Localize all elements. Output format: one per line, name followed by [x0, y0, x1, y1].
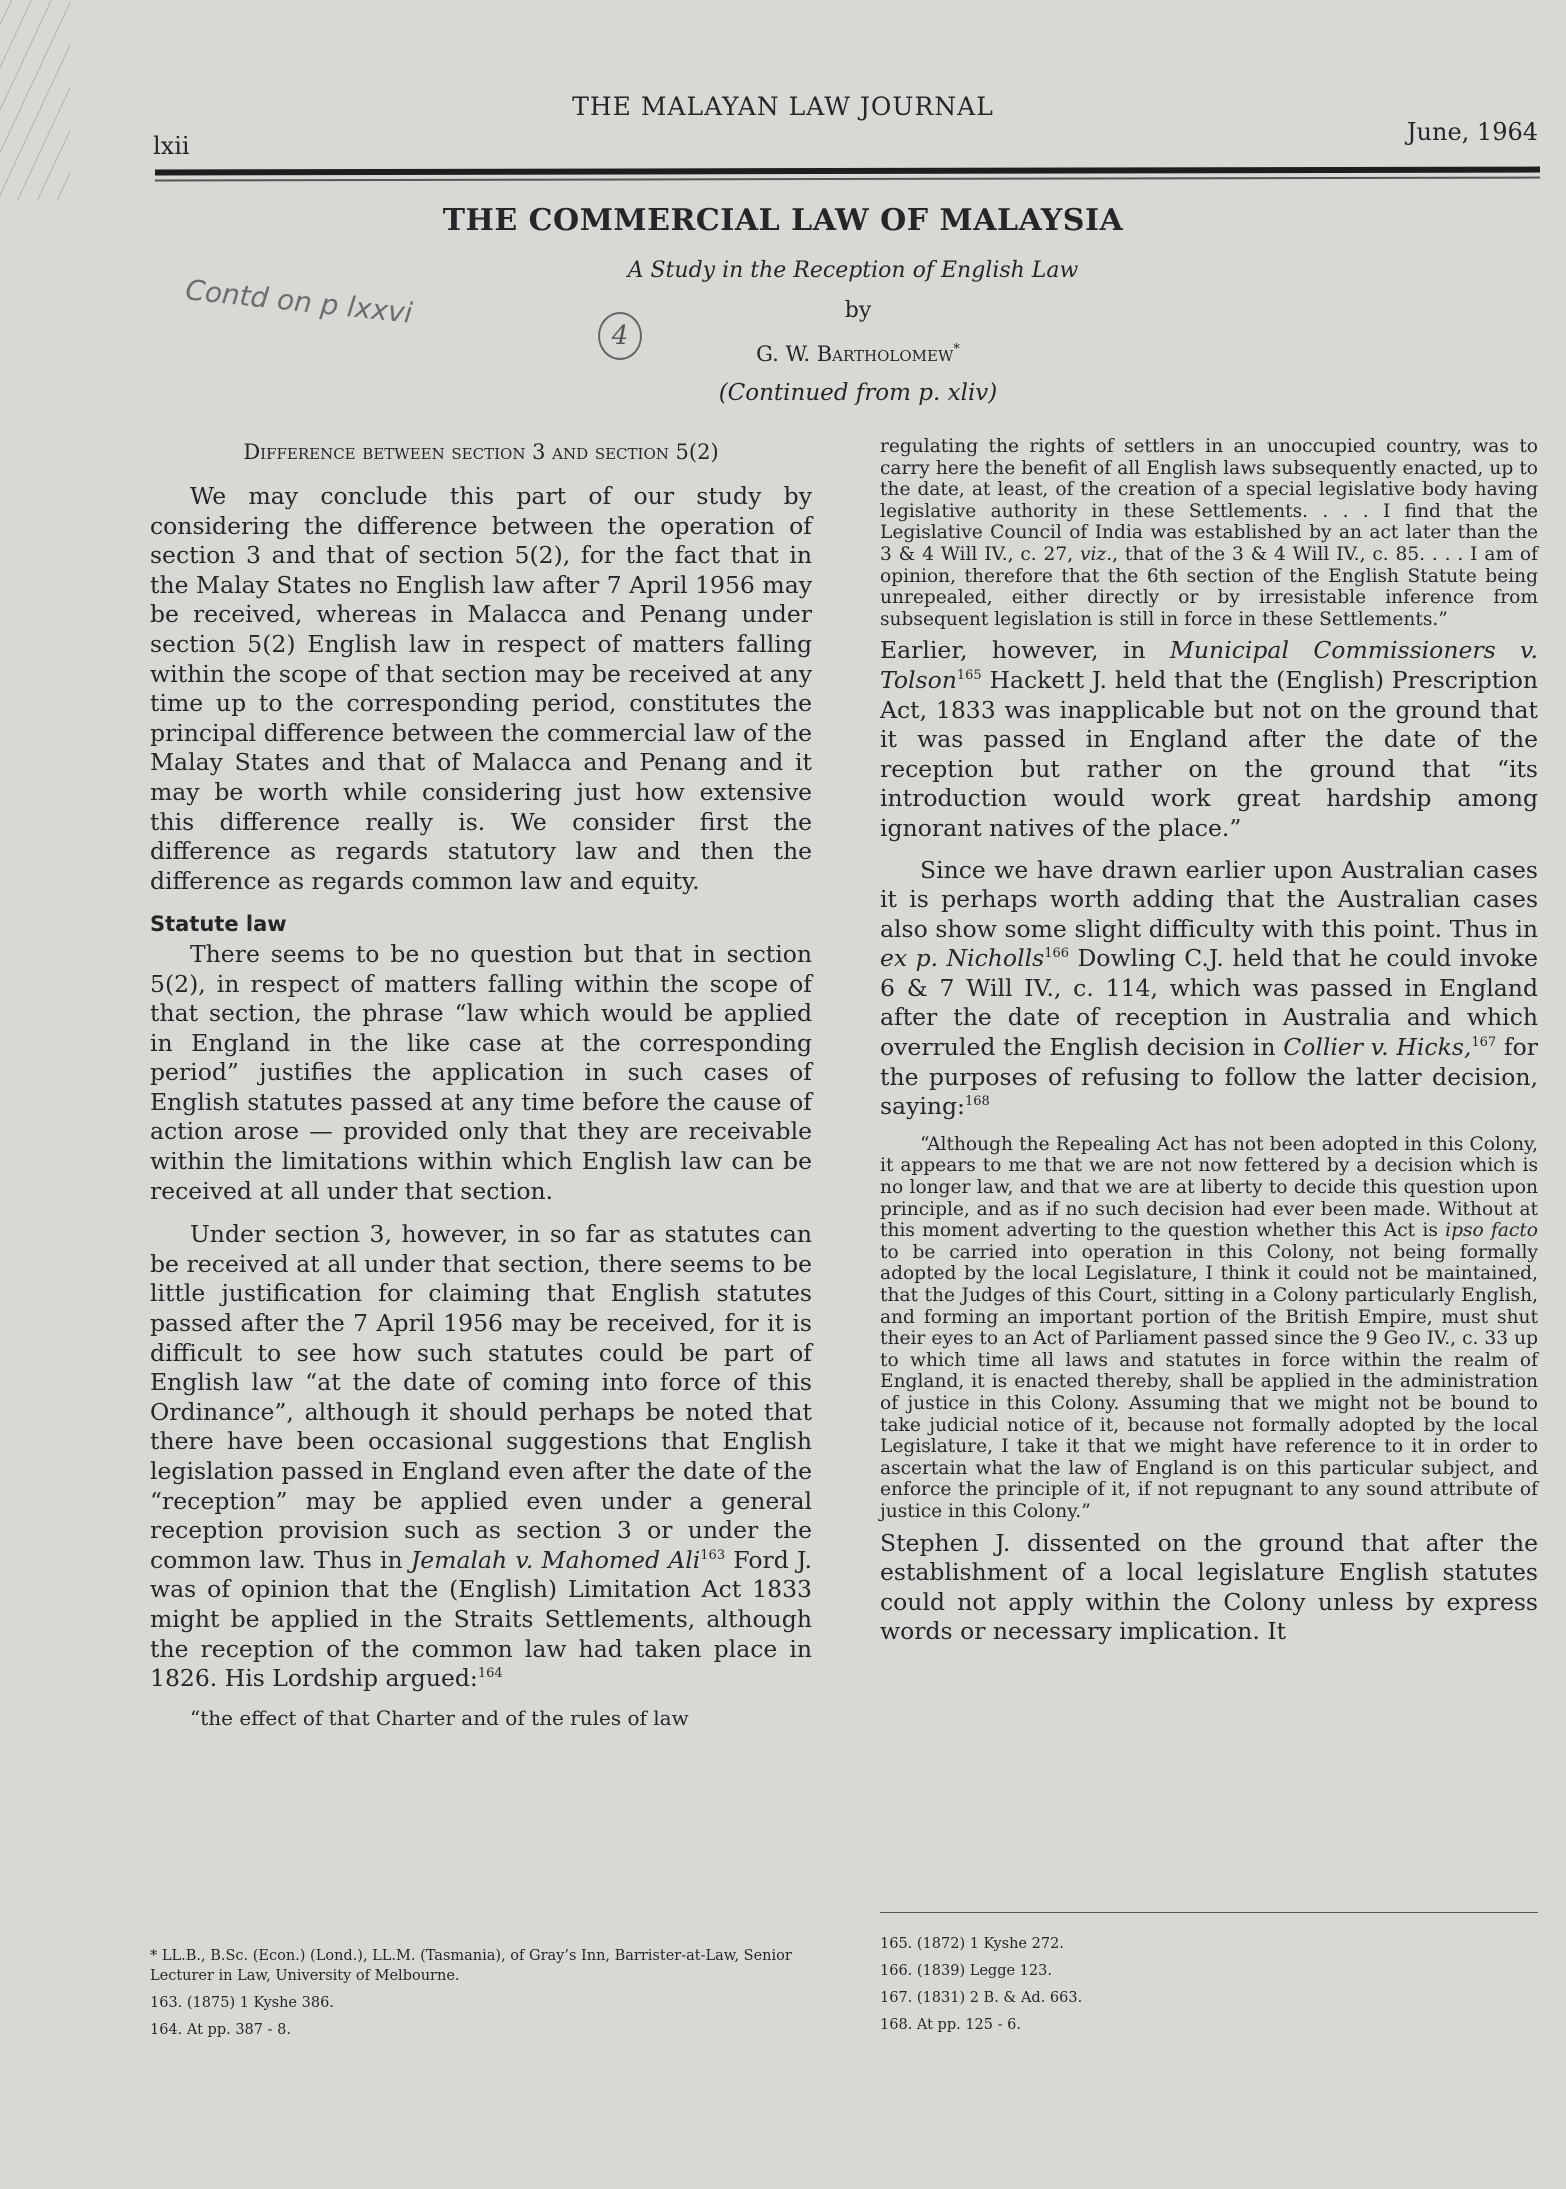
italic-text: viz.	[1079, 543, 1113, 565]
text: Hackett J. held that the (English) Prescription Act, 1833 was inapplicable but not on the ground that it was passed in England after the date of the reception but rather on the ground that “its introduction would work great hardship among ignorant natives of the place.”	[880, 665, 1538, 842]
footnote-ref: 167	[1471, 1035, 1497, 1051]
footnote: 165. (1872) 1 Kyshe 272.	[880, 1936, 1064, 1952]
footnote-ref: 166	[1044, 946, 1070, 962]
footnote-ref: 165	[956, 668, 982, 684]
paragraph	[880, 636, 1538, 843]
paragraph	[150, 1220, 812, 1694]
block-quote	[880, 1134, 1538, 1523]
text: Under section 3, however, in so far as statutes can be received at all under that section, there seems to be little justification for claiming that English statutes passed after the 7 April 1956 may be received, for it is difficult to see how such statutes could be part of English law “at the date of coming into force of this Ordinance”, although it should perhaps be noted that there have been occasional suggestions that English legislation passed in England even after the date of the “reception” may be applied even under a general reception provision such as section 3 or under the common law. Thus in	[150, 1220, 812, 1574]
author-footnote-mark: *	[953, 342, 960, 357]
left-column	[150, 438, 812, 1729]
footnotes-right	[880, 1934, 1540, 2042]
footnote-rule	[880, 1912, 1538, 1913]
text: to be carried into operation in this Colony, not being formally adopted by the local Legislature, I think it could not be maintained, that the Judges of this Court, sitting in a Colony particularly English, and forming an important portion of the British Empire, must shut their eyes to an Act of Parliament passed since the 9 Geo IV., c. 33 up to which time all laws and statutes in force within the realm of England, it is enacted thereby, shall be applied in the administration of justice in this Colony. Assuming that we might not be bound to take judicial notice of it, because not formally adopted by the local Legislature, I take it that we might have reference to it in order to ascertain what the law of England is on this particular subject, and enforce the principle of it, if not repugnant to any sound attribute of justice in this Colony.”	[880, 1241, 1538, 1522]
author-name	[0, 342, 1566, 366]
circled-number-annotation: 4	[598, 312, 642, 360]
footnote: * LL.B., B.Sc. (Econ.) (Lond.), LL.M. (Tasmania), of Gray’s Inn, Barrister-at-Law, Senior Lecturer in Law, University of Melbourne.	[150, 1948, 792, 1984]
byline-by: by	[844, 298, 872, 323]
author-text: G. W. Bartholomew	[756, 342, 954, 366]
journal-name: THE MALAYAN LAW JOURNAL	[572, 92, 994, 121]
case-name: Municipal Commissioners v. Tolson	[880, 636, 1538, 694]
header-rule-thick	[155, 167, 1540, 176]
case-name: Jemalah v. Mahomed Ali	[410, 1545, 701, 1574]
text: Since we have drawn earlier upon Australian cases it is perhaps worth adding that the Australian cases also show some slight difficulty with this point. Thus in	[880, 855, 1538, 943]
italic-text: ipso facto	[1445, 1220, 1539, 1242]
case-name: ex p. Nicholls	[880, 944, 1045, 973]
text: for the purposes of refusing to follow the latter decision, saying:	[880, 1033, 1539, 1121]
issue-date: June, 1964	[1406, 118, 1538, 146]
footnote-ref: 163	[700, 1547, 726, 1563]
article-title: THE COMMERCIAL LAW OF MALAYSIA	[442, 203, 1124, 238]
text: Earlier, however, in	[880, 636, 1170, 665]
case-name: Collier v. Hicks,	[1283, 1033, 1472, 1062]
block-quote	[880, 436, 1538, 630]
text: regulating the rights of settlers in an unoccupied country, was to carry here the benefit of all English laws subsequently enacted, up to the date, at least, of the creation of a special legislative body having legislative authority in these Settlements. . . . I find that the Legislative Council of India was established by an act later than the 3 & 4 Will IV., c. 27,	[880, 436, 1538, 565]
page-number: lxii	[153, 132, 190, 160]
continued-note: (Continued from p. xliv)	[718, 380, 998, 406]
paragraph: There seems to be no question but that in section 5(2), in respect of matters falling within the scope of that section, the phrase “law which would be applied in England in the like case at the corresponding period” justifies the application in such cases of English statutes passed at any time before the cause of action arose — provided only that they are receivable within the limitations within which English law can be received at all under that section.	[150, 939, 812, 1205]
footnote: 167. (1831) 2 B. & Ad. 663.	[880, 1990, 1083, 2006]
quote-start: “the effect of that Charter and of the rules of law	[190, 1705, 689, 1730]
paragraph: We may conclude this part of our study by considering the difference between the operation of section 3 and that of section 5(2), for the fact that in the Malay States no English law after 7 April 1956 may be received, whereas in Malacca and Penang under section 5(2) English law in respect of matters falling within the scope of that section may be received at any time up to the corresponding period, constitutes the principal difference between the commercial law of the Malay States and that of Malacca and Penang and it may be worth while considering just how extensive this difference really is. We consider first the difference as regards statutory law and then the difference as regards common law and equity.	[150, 482, 812, 895]
footnote: 164. At pp. 387 - 8.	[150, 2022, 291, 2038]
footnote: 163. (1875) 1 Kyshe 386.	[150, 1995, 334, 2011]
paragraph	[880, 856, 1538, 1122]
subheading-statute-law: Statute law	[150, 912, 287, 937]
text: “Although the Repealing Act has not been adopted in this Colony, it appears to me that we are not now fettered by a decision which is no longer law, and that we are at liberty to decide this question upon principle, and as if no such decision had ever been made. Without at this moment adverting to the question whether this Act is	[880, 1133, 1538, 1242]
paragraph: Stephen J. dissented on the ground that after the establishment of a local legislature English statutes could not apply within the Colony unless by express words or necessary implication. It	[880, 1528, 1538, 1646]
text: , that of the 3 & 4 Will IV., c. 85. . . . I am of opinion, therefore that the 6th section of the English Statute being unrepealed, either directly or by irresistable inference from subsequent legislation is still in force in these Settlements.”	[880, 543, 1538, 630]
footnote-ref: 164	[477, 1666, 503, 1682]
footnotes-left	[150, 1946, 810, 2047]
footnote-ref: 168	[964, 1094, 990, 1110]
footnote: 166. (1839) Legge 123.	[880, 1963, 1052, 1979]
handwritten-note: Contd on p lxxvi	[183, 273, 414, 330]
text: Ford J. was of opinion that the (English) Limitation Act 1833 might be applied in the Straits Settlements, although the reception of the common law had taken place in 1826. His Lordship argued:	[150, 1545, 812, 1693]
article-subtitle: A Study in the Reception of English Law	[627, 258, 1079, 283]
header-rule-thin	[155, 177, 1540, 182]
section-heading: Difference between section 3 and section 5(2)	[243, 440, 719, 464]
footnote: 168. At pp. 125 - 6.	[880, 2017, 1021, 2033]
right-column	[880, 436, 1538, 1647]
text: Dowling C.J. held that he could invoke 6 & 7 Will IV., c. 114, which was passed in England after the date of reception in Australia and which overruled the English decision in	[880, 944, 1539, 1062]
